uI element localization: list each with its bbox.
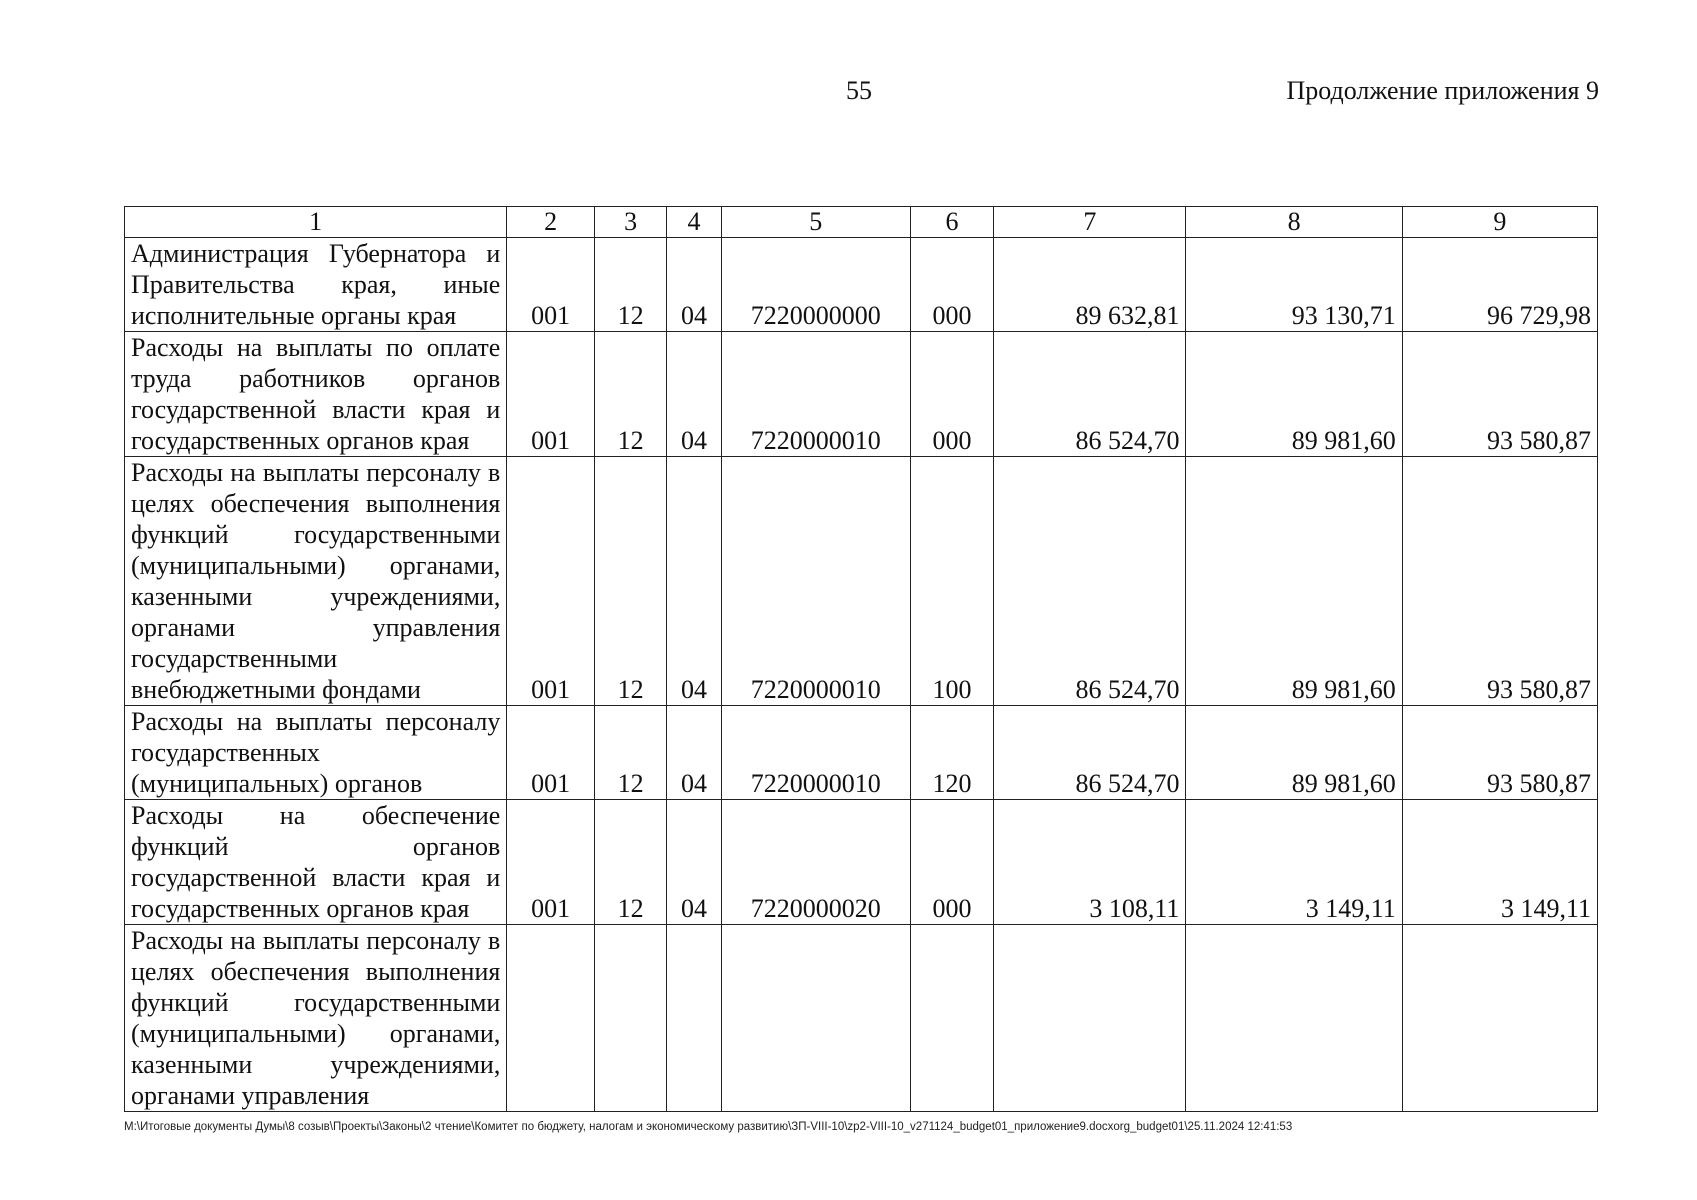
column-header-7: 7 (994, 207, 1186, 238)
cell-code-5 (721, 925, 910, 1112)
cell-code-4: 04 (667, 706, 721, 800)
cell-amount-8: 93 130,71 (1186, 238, 1402, 332)
cell-code-2: 001 (507, 800, 595, 925)
cell-amount-9: 96 729,98 (1402, 238, 1597, 332)
cell-code-2: 001 (507, 238, 595, 332)
row-name: Расходы на выплаты по оплате труда работников органов государственной власти края и государственных органов края (125, 332, 507, 457)
cell-amount-7: 3 108,11 (994, 800, 1186, 925)
cell-code-4: 04 (667, 800, 721, 925)
column-header-5: 5 (721, 207, 910, 238)
row-name: Расходы на выплаты персоналу государственных (муниципальных) органов (125, 706, 507, 800)
cell-amount-9: 93 580,87 (1402, 706, 1597, 800)
cell-code-4 (667, 925, 721, 1112)
cell-amount-9 (1402, 925, 1597, 1112)
table-header-row (125, 207, 1598, 238)
cell-amount-8: 3 149,11 (1186, 800, 1402, 925)
cell-code-2: 001 (507, 457, 595, 706)
cell-amount-9: 3 149,11 (1402, 800, 1597, 925)
cell-code-3 (594, 925, 666, 1112)
cell-code-5: 7220000010 (721, 706, 910, 800)
cell-code-3: 12 (594, 800, 666, 925)
table-row (125, 800, 1598, 925)
cell-amount-7: 86 524,70 (994, 706, 1186, 800)
cell-amount-9: 93 580,87 (1402, 457, 1597, 706)
table-row (125, 457, 1598, 706)
cell-code-5: 7220000010 (721, 457, 910, 706)
budget-table (124, 206, 1598, 1112)
table-row (125, 706, 1598, 800)
cell-amount-8: 89 981,60 (1186, 706, 1402, 800)
cell-code-6: 000 (910, 332, 994, 457)
column-header-4: 4 (667, 207, 721, 238)
cell-code-3: 12 (594, 457, 666, 706)
table-row (125, 238, 1598, 332)
row-name: Расходы на выплаты персоналу в целях обеспечения выполнения функций государственными (муниципальными) органами, казенными учреждениями, органами управления (125, 925, 507, 1112)
table-row (125, 332, 1598, 457)
cell-code-2 (507, 925, 595, 1112)
column-header-9: 9 (1402, 207, 1597, 238)
cell-amount-7 (994, 925, 1186, 1112)
column-header-2: 2 (507, 207, 595, 238)
column-header-8: 8 (1186, 207, 1402, 238)
cell-code-5: 7220000000 (721, 238, 910, 332)
cell-amount-7: 89 632,81 (994, 238, 1186, 332)
row-name: Администрация Губернатора и Правительства края, иные исполнительные органы края (125, 238, 507, 332)
cell-code-4: 04 (667, 238, 721, 332)
table-row (125, 925, 1598, 1112)
cell-code-5: 7220000020 (721, 800, 910, 925)
cell-code-6: 100 (910, 457, 994, 706)
cell-amount-8 (1186, 925, 1402, 1112)
column-header-6: 6 (910, 207, 994, 238)
continuation-title: Продолжение приложения 9 (1286, 76, 1599, 105)
cell-code-3: 12 (594, 706, 666, 800)
cell-code-6 (910, 925, 994, 1112)
footer-file-path: М:\Итоговые документы Думы\8 созыв\Проекты\Законы\2 чтение\Комитет по бюджету, налогам и экономическому развитию\ЗП-VIII-10\zp2-VIII-10_v271124_budget01_приложение9.docxorg_budget01\25.11.2024 12:41:53 (124, 1121, 1293, 1133)
cell-code-2: 001 (507, 706, 595, 800)
cell-code-4: 04 (667, 457, 721, 706)
row-name: Расходы на обеспечение функций органов государственной власти края и государственных органов края (125, 800, 507, 925)
cell-code-3: 12 (594, 332, 666, 457)
cell-amount-8: 89 981,60 (1186, 332, 1402, 457)
row-name: Расходы на выплаты персоналу в целях обеспечения выполнения функций государственными (муниципальными) органами, казенными учреждениями, органами управления государственными внебюджетными фондами (125, 457, 507, 706)
cell-amount-7: 86 524,70 (994, 332, 1186, 457)
column-header-3: 3 (594, 207, 666, 238)
cell-amount-9: 93 580,87 (1402, 332, 1597, 457)
cell-amount-7: 86 524,70 (994, 457, 1186, 706)
page-number: 55 (846, 76, 872, 105)
cell-code-6: 120 (910, 706, 994, 800)
cell-amount-8: 89 981,60 (1186, 457, 1402, 706)
cell-code-4: 04 (667, 332, 721, 457)
cell-code-6: 000 (910, 238, 994, 332)
cell-code-6: 000 (910, 800, 994, 925)
cell-code-2: 001 (507, 332, 595, 457)
cell-code-5: 7220000010 (721, 332, 910, 457)
column-header-1: 1 (125, 207, 507, 238)
cell-code-3: 12 (594, 238, 666, 332)
